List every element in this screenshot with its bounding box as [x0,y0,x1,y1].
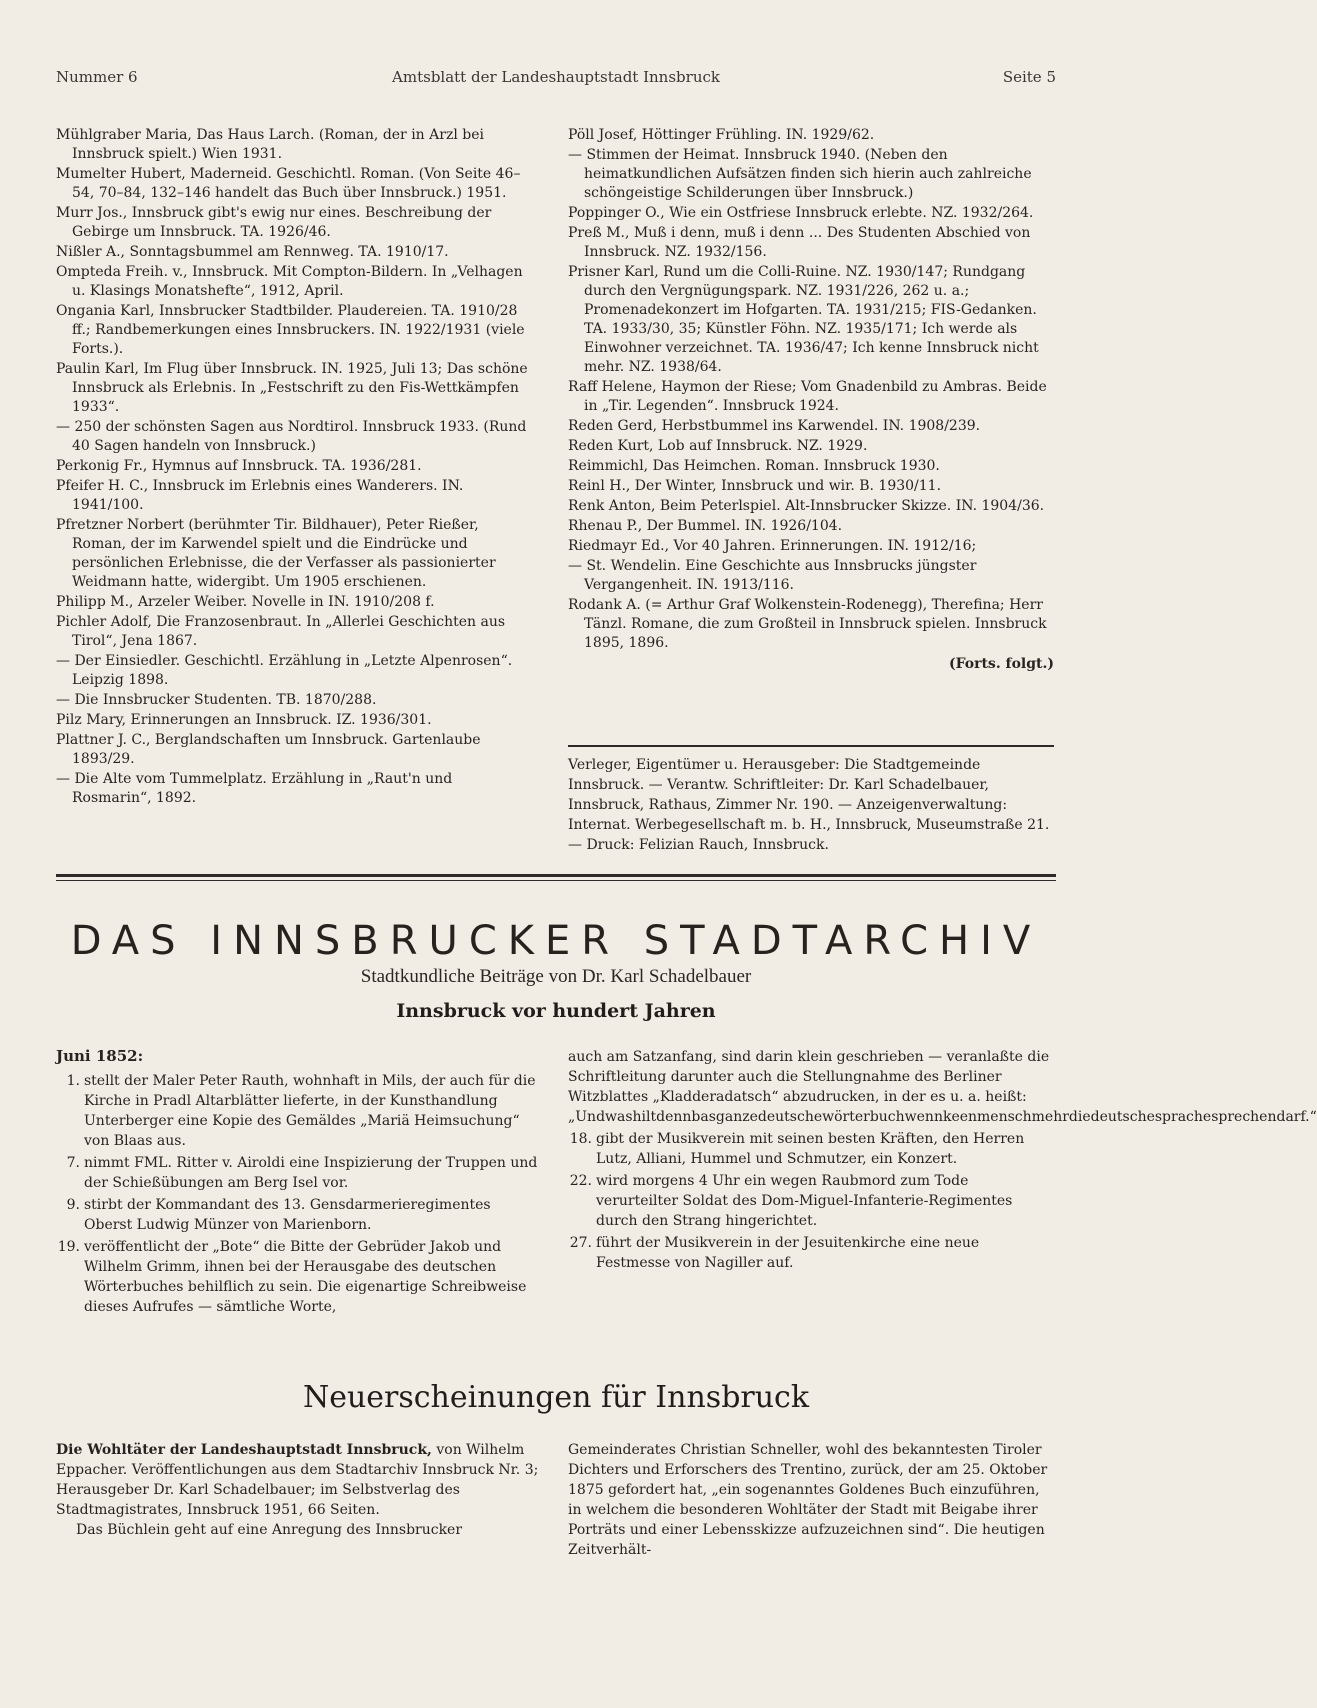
entry-text: wird morgens 4 Uhr ein wegen Raubmord zum Tode verurteilter Soldat des Dom-Miguel-Infanterie-Regimentes durch den Strang hingerichtet. [596,1173,1013,1229]
chronicle-left-column [56,1071,540,1319]
chronicle-entry [56,1153,540,1193]
bibliography-entry: Paulin Karl, Im Flug über Innsbruck. IN. 1925, Juli 13; Das schöne Innsbruck als Erlebnis. In „Festschrift zu den Fis-Wettkämpfen 1933“. [56,361,528,415]
chronicle-entry [568,1171,1054,1231]
entry-day: 1. [66,1073,80,1089]
entry-text: führt der Musikverein in der Jesuitenkirche eine neue Festmesse von Nagiller auf. [596,1235,980,1271]
archiv-heading: Innsbruck vor hundert Jahren [396,1000,716,1022]
bibliography-right-column [568,126,1054,674]
bibliography-entry: Mumelter Hubert, Maderneid. Geschichtl. Roman. (Von Seite 46–54, 70–84, 132–146 handelt das Buch über Innsbruck.) 1951. [56,166,521,201]
bibliography-entry: Rodank A. (= Arthur Graf Wolkenstein-Rodenegg), Therefina; Herr Tänzl. Romane, die zum Großteil in Innsbruck spielen. Innsbruck 1895, 1896. [568,597,1047,651]
new-publications-left-column [56,1440,540,1540]
chronicle-continuation: auch am Satzanfang, sind darin klein geschrieben — veranlaßte die Schriftleitung darunter auch die Stellungnahme des Berliner Witzblattes „Kladderadatsch“ abzudrucken, in der es u. a. heißt: „Undwashiltdennbasganzedeutschewörterbuchwennkeenmenschmehrdiedeutschesprachesprechendarf.“ [568,1049,1317,1125]
new-publications-title: Neuerscheinungen für Innsbruck [302,1380,810,1415]
entry-day: 9. [66,1197,80,1213]
book-details: von Wilhelm Eppacher. Veröffentlichungen aus dem Stadtarchiv Innsbruck Nr. 3; Herausgeber Dr. Karl Schadelbauer; im Selbstverlag des Stadtmagistrates, Innsbruck 1951, 66 Seiten. [56,1442,539,1518]
chronicle-entry [56,1195,540,1235]
chronicle-entry [56,1237,540,1317]
entry-day: 27. [569,1235,592,1251]
bibliography-entry: — Die Innsbrucker Studenten. TB. 1870/288. [56,692,377,708]
bibliography-entry: — St. Wendelin. Eine Geschichte aus Innsbrucks jüngster Vergangenheit. IN. 1913/116. [568,558,977,593]
publication-title: Amtsblatt der Landeshauptstadt Innsbruck [392,68,720,86]
bibliography-entry: Philipp M., Arzeler Weiber. Novelle in IN. 1910/208 f. [56,594,435,610]
bibliography-entry: Prisner Karl, Rund um die Colli-Ruine. NZ. 1930/147; Rundgang durch den Vergnügungspark. NZ. 1931/226, 262 u. a.; Promenadekonzert im Hofgarten. TA. 1931/215; FIS-Gedanken. TA. 1933/30, 35; Künstler Föhn. NZ. 1935/171; Ich werde als Einwohner verzeichnet. TA. 1936/47; Ich kenne Innsbruck nicht mehr. NZ. 1938/64. [568,264,1039,375]
bibliography-entry: Pfretzner Norbert (berühmter Tir. Bildhauer), Peter Rießer, Roman, der im Karwendel spielt und die Eindrücke und persönlichen Erlebnisse, die der Verfasser als passionierter Weidmann hatte, widergibt. Um 1905 erschienen. [56,517,496,590]
bibliography-entry: — 250 der schönsten Sagen aus Nordtirol. Innsbruck 1933. (Rund 40 Sagen handeln von Innsbruck.) [56,419,527,454]
bibliography-entry: Perkonig Fr., Hymnus auf Innsbruck. TA. 1936/281. [56,458,422,474]
entry-text: veröffentlicht der „Bote“ die Bitte der Gebrüder Jakob und Wilhelm Grimm, ihnen bei der Herausgabe des deutschen Wörterbuches behilflich zu sein. Die eigenartige Schreibweise dieses Aufrufes — sämtliche Worte, [84,1239,527,1315]
issue-number: Nummer 6 [56,68,138,86]
chronicle-entry [568,1129,1054,1169]
chronicle-entry [56,1071,540,1151]
entry-text: stellt der Maler Peter Rauth, wohnhaft in Mils, der auch für die Kirche in Pradl Altarblätter lieferte, in der Kunsthandlung Unterberger eine Kopie des Gemäldes „Mariä Heimsuchung“ von Blaas aus. [84,1073,536,1149]
bibliography-entry: Pöll Josef, Höttinger Frühling. IN. 1929/62. [568,127,875,143]
bibliography-entry: Plattner J. C., Berglandschaften um Innsbruck. Gartenlaube 1893/29. [56,732,481,767]
bibliography-entry: — Stimmen der Heimat. Innsbruck 1940. (Neben den heimatkundlichen Aufsätzen finden sich hierin auch zahlreiche schöngeistige Schilderungen über Innsbruck.) [568,147,1032,201]
entry-text: gibt der Musikverein mit seinen besten Kräften, den Herren Lutz, Alliani, Hummel und Schmutzer, ein Konzert. [596,1131,1025,1167]
bibliography-entry: Nißler A., Sonntagsbummel am Rennweg. TA. 1910/17. [56,244,449,260]
entry-day: 18. [569,1131,592,1147]
bibliography-entry: Preß M., Muß i denn, muß i denn ... Des Studenten Abschied von Innsbruck. NZ. 1932/156. [568,225,1031,260]
bibliography-entry: — Die Alte vom Tummelplatz. Erzählung in „Raut'n und Rosmarin“, 1892. [56,771,453,806]
bibliography-entry: Renk Anton, Beim Peterlspiel. Alt-Innsbrucker Skizze. IN. 1904/36. [568,498,1045,514]
bibliography-entry: Pilz Mary, Erinnerungen an Innsbruck. IZ. 1936/301. [56,712,432,728]
bibliography-entry: Ongania Karl, Innsbrucker Stadtbilder. Plaudereien. TA. 1910/28 ff.; Randbemerkungen eines Innsbruckers. IN. 1922/1931 (viele Forts.). [56,303,525,357]
section-divider-thick [56,874,1056,877]
page-header [56,68,1056,90]
bibliography-entry: Reimmichl, Das Heimchen. Roman. Innsbruck 1930. [568,458,940,474]
chronicle-right-column [568,1047,1317,1275]
new-publications-right-column [568,1440,1054,1560]
bibliography-entry: Reinl H., Der Winter, Innsbruck und wir. B. 1930/11. [568,478,942,494]
archiv-subtitle: Stadtkundliche Beiträge von Dr. Karl Schadelbauer [360,966,752,987]
bibliography-entry: Riedmayr Ed., Vor 40 Jahren. Erinnerungen. IN. 1912/16; [568,538,977,554]
entry-day: 22. [569,1173,592,1189]
chronicle-entry [568,1233,1054,1273]
imprint-top-rule [568,745,1054,747]
bibliography-entry: Pichler Adolf, Die Franzosenbraut. In „Allerlei Geschichten aus Tirol“, Jena 1867. [56,614,506,649]
continued-note: (Forts. folgt.) [948,656,1054,672]
archiv-title: DAS INNSBRUCKER STADTARCHIV [70,918,1042,964]
bibliography-entry: — Der Einsiedler. Geschichtl. Erzählung in „Letzte Alpenrosen“. Leipzig 1898. [56,653,513,688]
bibliography-entry: Murr Jos., Innsbruck gibt's ewig nur eines. Beschreibung der Gebirge um Innsbruck. TA. 1926/46. [56,205,492,240]
entry-text: nimmt FML. Ritter v. Airoldi eine Inspizierung der Truppen und der Schießübungen am Berg Isel vor. [84,1155,538,1191]
review-paragraph: Das Büchlein geht auf eine Anregung des Innsbrucker [76,1522,463,1538]
imprint: Verleger, Eigentümer u. Herausgeber: Die Stadtgemeinde Innsbruck. — Verantw. Schriftleiter: Dr. Karl Schadelbauer, Innsbruck, Rathaus, Zimmer Nr. 190. — Anzeigenverwaltung: Internat. Werbegesellschaft m. b. H., Innsbruck, Museumstraße 21. — Druck: Felizian Rauch, Innsbruck. [568,757,1050,853]
book-title: Die Wohltäter der Landeshauptstadt Innsbruck, [56,1442,432,1458]
bibliography-entry: Rhenau P., Der Bummel. IN. 1926/104. [568,518,843,534]
bibliography-entry: Poppinger O., Wie ein Ostfriese Innsbruck erlebte. NZ. 1932/264. [568,205,1034,221]
month-label: Juni 1852: [56,1047,144,1065]
bibliography-entry: Raff Helene, Haymon der Riese; Vom Gnadenbild zu Ambras. Beide in „Tir. Legenden“. Innsbruck 1924. [568,379,1047,414]
bibliography-entry: Mühlgraber Maria, Das Haus Larch. (Roman, der in Arzl bei Innsbruck spielt.) Wien 1931. [56,127,484,162]
bibliography-entry: Reden Gerd, Herbstbummel ins Karwendel. IN. 1908/239. [568,418,981,434]
bibliography-entry: Pfeifer H. C., Innsbruck im Erlebnis eines Wanderers. IN. 1941/100. [56,478,464,513]
entry-day: 19. [57,1239,80,1255]
entry-day: 7. [66,1155,80,1171]
bibliography-left-column [56,126,534,809]
page-number: Seite 5 [1002,68,1056,86]
entry-text: stirbt der Kommandant des 13. Gensdarmerieregimentes Oberst Ludwig Münzer von Marienborn. [84,1197,491,1233]
section-divider-thin [56,880,1056,881]
bibliography-entry: Ompteda Freih. v., Innsbruck. Mit Compton-Bildern. In „Velhagen u. Klasings Monatshefte“, 1912, April. [56,264,523,299]
bibliography-entry: Reden Kurt, Lob auf Innsbruck. NZ. 1929. [568,438,868,454]
review-paragraph: Gemeinderates Christian Schneller, wohl des bekanntesten Tiroler Dichters und Erforschers des Trentino, zurück, der am 25. Oktober 1875 gefordert hat, „ein sogenanntes Goldenes Buch einzuführen, in welchem die besonderen Wohltäter der Stadt mit Beigabe ihrer Porträts und einer Lebensskizze aufzuzeichnen sind“. Die heutigen Zeitverhält- [568,1442,1048,1558]
book-entry [56,1440,540,1520]
